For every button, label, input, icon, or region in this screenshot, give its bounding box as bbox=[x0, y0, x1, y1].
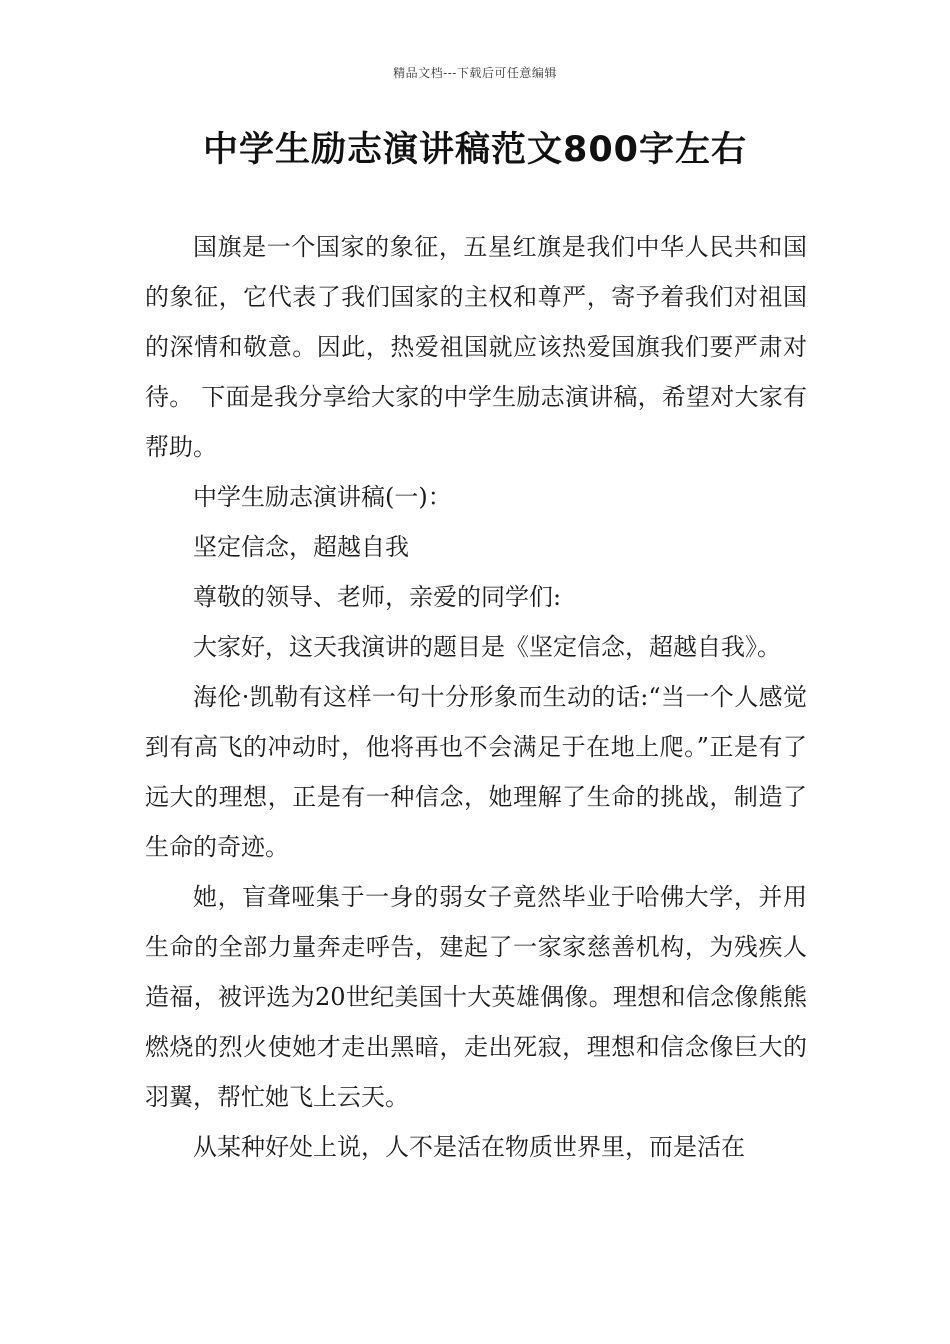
paragraph-section-heading: 中学生励志演讲稿(一)： bbox=[193, 483, 452, 511]
paragraph-helen-keller-quote: 海伦·凯勒有这样一句十分形象而生动的话:“当一个人感觉到有高飞的冲动时，他将再也不会满足于在地上爬。”正是有了远大的理想，正是有一种信念，她理解了生命的挑战，制造了生命的奇迹。 bbox=[145, 683, 807, 861]
paragraph-greeting: 大家好，这天我演讲的题目是《坚定信念，超越自我》。 bbox=[193, 633, 781, 661]
document-title: 中学生励志演讲稿范文800字左右 bbox=[202, 130, 748, 170]
document-body bbox=[145, 222, 807, 1172]
paragraph-helen-keller-story: 她，盲聋哑集于一身的弱女子竟然毕业于哈佛大学，并用生命的全部力量奔走呼告，建起了一家家慈善机构，为残疾人造福，被评选为20世纪美国十大英雄偶像。理想和信念像熊熊燃烧的烈火使她才走出黑暗，走出死寂，理想和信念像巨大的羽翼，帮忙她飞上云天。 bbox=[145, 883, 807, 1111]
paragraph-intro: 国旗是一个国家的象征，五星红旗是我们中华人民共和国的象征，它代表了我们国家的主权和尊严，寄予着我们对祖国的深情和敬意。因此，热爱祖国就应该热爱国旗我们要严肃对待。 下面是我分享给大家的中学生励志演讲稿，希望对大家有帮助。 bbox=[145, 233, 807, 461]
paragraph-salutation: 尊敬的领导、老师，亲爱的同学们: bbox=[193, 583, 562, 611]
paragraph-continuation: 从某种好处上说，人不是活在物质世界里，而是活在 bbox=[193, 1133, 745, 1161]
header-note: 精品文档---下载后可任意编辑 bbox=[393, 66, 557, 80]
paragraph-speech-title: 坚定信念，超越自我 bbox=[193, 533, 409, 561]
